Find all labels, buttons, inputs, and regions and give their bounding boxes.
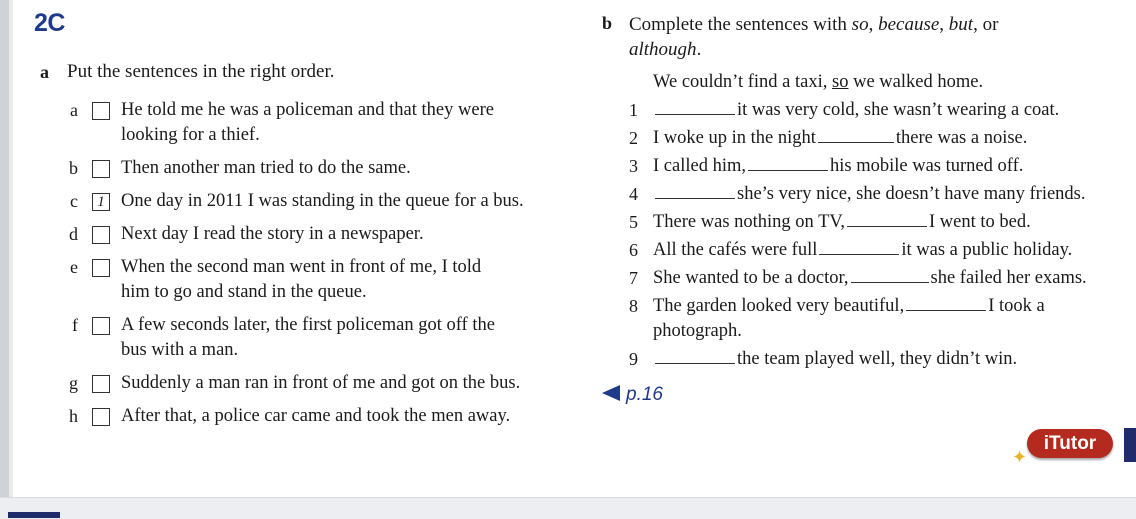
- sentence-line: bus with a man.: [121, 340, 239, 360]
- sentence-start: She wanted to be a doctor,: [653, 268, 849, 288]
- part-a-instruction: Put the sentences in the right order.: [67, 61, 335, 82]
- item-number: 4: [629, 184, 638, 204]
- item-letter: d: [69, 224, 78, 244]
- answer-blank[interactable]: [847, 212, 927, 227]
- sentence-line: He told me he was a policeman and that they were: [121, 100, 494, 120]
- back-arrow-icon: [602, 385, 620, 401]
- sentence-start: All the cafés were full: [653, 240, 818, 260]
- unit-heading: 2C: [34, 9, 65, 37]
- sentence-line: Suddenly a man ran in front of me and got on the bus.: [121, 373, 521, 393]
- item-number: 9: [629, 349, 638, 369]
- item-number: 6: [629, 240, 638, 260]
- order-answer-box[interactable]: [92, 160, 110, 178]
- part-b-letter: b: [602, 13, 613, 33]
- sentence-line: One day in 2011 I was standing in the queue for a bus.: [121, 191, 524, 211]
- sentence-end: she’s very nice, she doesn’t have many friends.: [737, 184, 1086, 204]
- answer-blank[interactable]: [655, 184, 735, 199]
- part-a-letter: a: [40, 62, 49, 82]
- sentence-text: [121, 156, 561, 181]
- sentence-start: I woke up in the night: [653, 128, 816, 148]
- item-number: 1: [629, 100, 638, 120]
- item-number: 2: [629, 128, 638, 148]
- sentence-line: A few seconds later, the first policeman got off the: [121, 315, 495, 335]
- gap-fill-sentence: [653, 210, 1031, 235]
- item-letter: g: [69, 373, 78, 393]
- item-letter: b: [69, 158, 78, 178]
- item-number: 5: [629, 212, 638, 232]
- sentence-start: I called him,: [653, 156, 746, 176]
- gap-fill-sentence: [653, 154, 1023, 179]
- answer-blank[interactable]: [906, 296, 986, 311]
- sentence-end: there was a noise.: [895, 128, 1028, 148]
- gap-fill-sentence: [653, 294, 1045, 319]
- order-answer-box[interactable]: [92, 317, 110, 335]
- sentence-line: Then another man tried to do the same.: [121, 158, 411, 178]
- item-number: 3: [629, 156, 638, 176]
- item-number: 7: [629, 268, 638, 288]
- sentence-text: [121, 313, 561, 363]
- sentence-end: it was a public holiday.: [901, 240, 1073, 260]
- sentence-line: looking for a thief.: [121, 125, 260, 145]
- item-letter: f: [72, 315, 78, 335]
- sentence-end: she failed her exams.: [930, 268, 1087, 288]
- order-answer-box[interactable]: [92, 375, 110, 393]
- gap-fill-sentence: [653, 347, 1017, 372]
- gap-fill-sentence: [653, 238, 1072, 263]
- sentence-end: I went to bed.: [929, 212, 1031, 232]
- sentence-start: There was nothing on TV,: [653, 212, 846, 232]
- page-bottom-band: [0, 497, 1136, 519]
- item-letter: e: [70, 257, 78, 277]
- order-answer-box[interactable]: [92, 102, 110, 120]
- sentence-end: it was very cold, she wasn’t wearing a coat.: [737, 100, 1060, 120]
- sentence-end: the team played well, they didn’t win.: [737, 349, 1018, 369]
- part-b-example: We couldn’t find a taxi, so we walked home.: [653, 72, 984, 92]
- sentence-text: [121, 255, 561, 305]
- answer-blank[interactable]: [851, 268, 929, 283]
- item-letter: a: [70, 100, 78, 120]
- bottom-tab: [8, 512, 60, 518]
- item-number: 8: [629, 296, 638, 316]
- gap-fill-sentence: [653, 98, 1059, 123]
- part-b-instruction: Complete the sentences with so, because, but, or although.: [629, 14, 999, 60]
- order-answer-box[interactable]: 1: [92, 193, 110, 211]
- itutor-button[interactable]: iTutor: [1027, 429, 1113, 458]
- sentence-continuation: photograph.: [653, 321, 742, 341]
- order-answer-box[interactable]: [92, 259, 110, 277]
- sentence-line: After that, a police car came and took the men away.: [121, 406, 511, 426]
- sentence-text: [121, 189, 561, 214]
- order-answer-box[interactable]: [92, 408, 110, 426]
- item-letter: c: [70, 191, 78, 211]
- sentence-text: [121, 404, 561, 429]
- answer-blank[interactable]: [818, 128, 894, 143]
- sentence-start: The garden looked very beautiful,: [653, 296, 905, 316]
- sentence-end: his mobile was turned off.: [829, 156, 1024, 176]
- gap-fill-sentence: [653, 182, 1086, 207]
- sparkle-icon: ✦: [1012, 447, 1028, 467]
- right-edge-tab: [1124, 428, 1136, 462]
- order-answer-box[interactable]: [92, 226, 110, 244]
- item-letter: h: [69, 406, 78, 426]
- sentence-text: [121, 98, 561, 148]
- sentence-end: I took a: [988, 296, 1045, 316]
- sentence-text: [121, 371, 561, 396]
- answer-blank[interactable]: [748, 156, 828, 171]
- answer-blank[interactable]: [655, 100, 735, 115]
- page-edge: [0, 0, 9, 497]
- page-reference-link[interactable]: p.16: [602, 384, 663, 406]
- answer-blank[interactable]: [819, 240, 899, 255]
- page-edge-inner: [9, 0, 13, 497]
- sentence-line: him to go and stand in the queue.: [121, 282, 367, 302]
- gap-fill-sentence: [653, 266, 1087, 291]
- sentence-line: Next day I read the story in a newspaper.: [121, 224, 424, 244]
- sentence-line: When the second man went in front of me, I told: [121, 257, 482, 277]
- gap-fill-sentence: [653, 126, 1027, 151]
- answer-blank[interactable]: [655, 349, 735, 364]
- sentence-text: [121, 222, 561, 247]
